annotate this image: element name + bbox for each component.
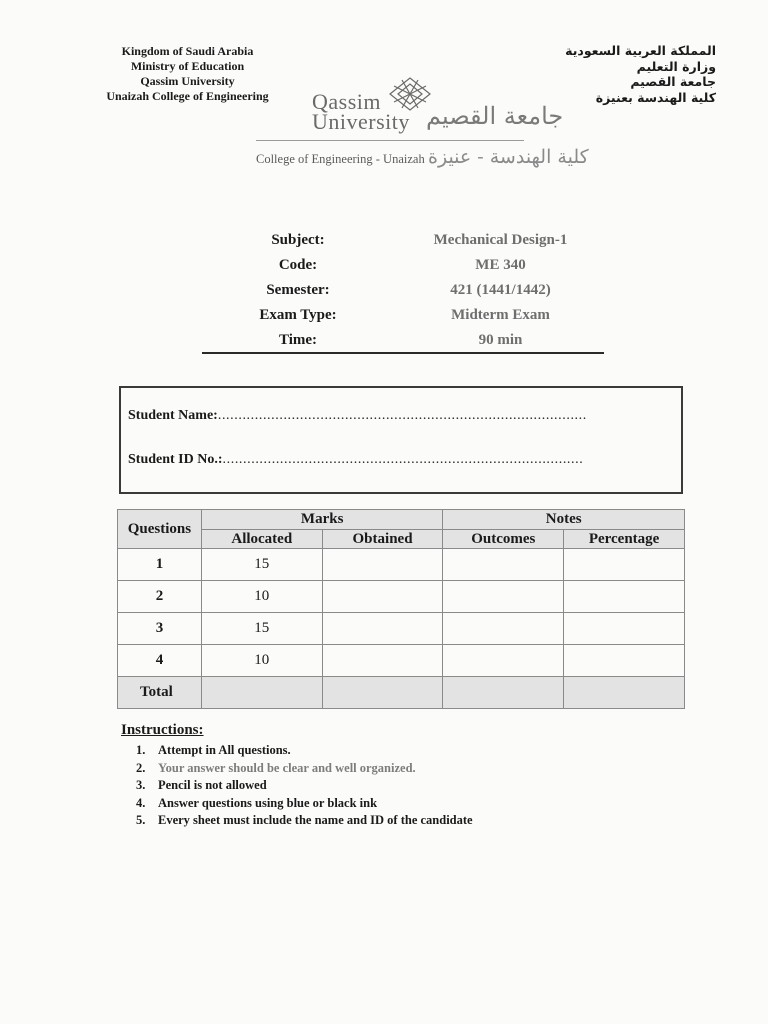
exam-info-row-time	[200, 328, 605, 353]
marks-table	[117, 509, 685, 709]
instructions-title: Instructions:	[121, 722, 204, 738]
logo-divider	[256, 140, 524, 141]
total-obtained-cell[interactable]	[322, 677, 443, 709]
info-label: Semester:	[266, 282, 330, 298]
allocated-marks: 10	[201, 581, 322, 613]
outcomes-cell[interactable]	[443, 645, 564, 677]
exam-info-divider	[202, 352, 604, 354]
student-name-label: Student Name:	[128, 408, 218, 423]
info-value: Mechanical Design-1	[433, 232, 568, 248]
obtained-cell[interactable]	[322, 581, 443, 613]
table-row	[118, 613, 685, 645]
list-item	[136, 795, 696, 813]
logo-word-qassim: Qassim	[312, 89, 381, 114]
info-label: Exam Type:	[259, 307, 337, 323]
exam-info-row-semester	[200, 278, 605, 303]
table-row	[118, 645, 685, 677]
question-number: 1	[118, 549, 202, 581]
info-label: Subject:	[271, 232, 325, 248]
header-ar-line-college: كلية الهندسة بعنيزة	[595, 89, 716, 105]
exam-info-row-code	[200, 253, 605, 278]
header-english-block	[90, 44, 285, 104]
table-row	[118, 549, 685, 581]
total-allocated-cell	[201, 677, 322, 709]
table-row	[118, 581, 685, 613]
obtained-cell[interactable]	[322, 549, 443, 581]
logo-word-university: University	[312, 109, 410, 134]
info-value: Midterm Exam	[451, 307, 550, 323]
total-row	[118, 677, 685, 709]
student-id-label: Student ID No.:	[128, 452, 223, 467]
question-number: 4	[118, 645, 202, 677]
allocated-marks: 15	[201, 549, 322, 581]
exam-info	[200, 228, 605, 353]
instruction-text: Your answer should be clear and well organized.	[158, 760, 416, 775]
outcomes-cell[interactable]	[443, 581, 564, 613]
student-name-field[interactable]	[128, 408, 587, 424]
marks-header: Marks	[201, 510, 443, 530]
instructions-list	[136, 742, 696, 830]
college-name-english: College of Engineering - Unaizah	[256, 152, 425, 166]
obtained-cell[interactable]	[322, 613, 443, 645]
header-line-university: Qassim University	[140, 74, 235, 88]
exam-info-row-exam-type	[200, 303, 605, 328]
info-value: 421 (1441/1442)	[450, 282, 551, 298]
question-number: 3	[118, 613, 202, 645]
percentage-cell[interactable]	[564, 549, 685, 581]
instruction-text: Answer questions using blue or black ink	[158, 795, 378, 810]
college-name-arabic: كلية الهندسة - عنيزة	[428, 146, 589, 168]
allocated-marks: 10	[201, 645, 322, 677]
header-line-kingdom: Kingdom of Saudi Arabia	[121, 44, 254, 58]
instruction-number: 3.	[136, 778, 146, 792]
instruction-text: Pencil is not allowed	[158, 778, 267, 792]
header-ar-line-kingdom: المملكة العربية السعودية	[565, 43, 716, 58]
header-line-college: Unaizah College of Engineering	[106, 89, 269, 103]
question-number: 2	[118, 581, 202, 613]
outcomes-cell[interactable]	[443, 549, 564, 581]
student-details-box	[119, 386, 683, 494]
list-item	[136, 742, 696, 760]
instruction-number: 5.	[136, 813, 146, 827]
info-value: 90 min	[478, 332, 523, 348]
list-item	[136, 812, 696, 830]
list-item	[136, 777, 696, 795]
header-arabic-block	[536, 43, 716, 105]
outcomes-header: Outcomes	[443, 530, 564, 549]
header-ar-line-ministry: وزارة التعليم	[636, 58, 716, 74]
total-outcomes-cell[interactable]	[443, 677, 564, 709]
exam-info-row-subject	[200, 228, 605, 253]
notes-header: Notes	[443, 510, 685, 530]
info-value: ME 340	[475, 257, 526, 273]
allocated-header: Allocated	[201, 530, 322, 549]
percentage-header: Percentage	[564, 530, 685, 549]
questions-header: Questions	[118, 510, 202, 549]
percentage-cell[interactable]	[564, 613, 685, 645]
student-id-dots: ........................................................................................	[222, 452, 584, 467]
instruction-text: Every sheet must include the name and ID of the candidate	[158, 813, 473, 827]
info-label: Code:	[278, 257, 318, 273]
obtained-cell[interactable]	[322, 645, 443, 677]
instruction-number: 2.	[136, 760, 146, 775]
total-label: Total	[118, 677, 202, 709]
instruction-number: 1.	[136, 743, 146, 757]
instruction-number: 4.	[136, 795, 146, 810]
allocated-marks: 15	[201, 613, 322, 645]
list-item	[136, 760, 696, 778]
header-ar-line-university: جامعة القصيم	[630, 74, 716, 89]
student-id-field[interactable]	[128, 452, 583, 468]
percentage-cell[interactable]	[564, 645, 685, 677]
outcomes-cell[interactable]	[443, 613, 564, 645]
percentage-cell[interactable]	[564, 581, 685, 613]
obtained-header: Obtained	[322, 530, 443, 549]
instruction-text: Attempt in All questions.	[158, 743, 291, 757]
info-label: Time:	[278, 332, 318, 348]
header-line-ministry: Ministry of Education	[130, 59, 245, 73]
total-percentage-cell[interactable]	[564, 677, 685, 709]
university-logo-arabic: جامعة القصيم	[426, 102, 564, 130]
student-name-dots: ..........................................................................................	[217, 408, 587, 423]
